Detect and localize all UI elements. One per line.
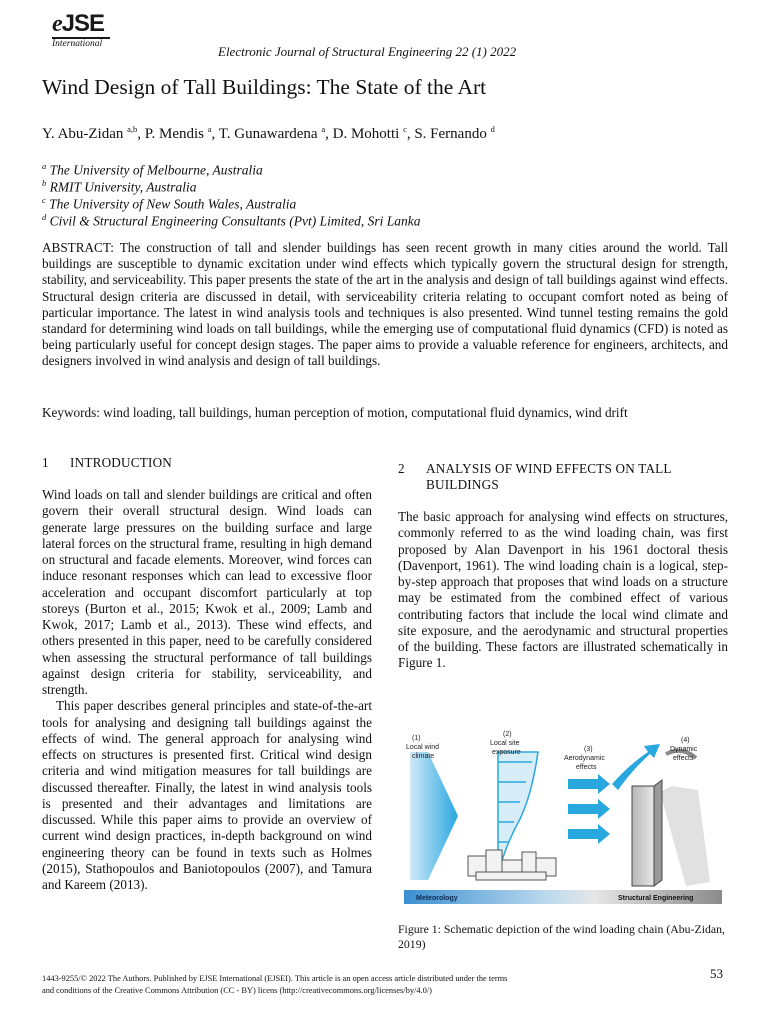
affiliation-text: The University of New South Wales, Australia [45,196,297,212]
introduction-body [42,487,372,893]
affiliation-text: The University of Melbourne, Australia [46,162,263,178]
author-sup: a,b [127,124,138,134]
author-sup: c [403,124,407,134]
label-4-line1: Dynamic [670,746,698,753]
page-number: 53 [710,966,723,981]
label-3-line1: Aerodynamic [564,755,605,762]
author-sep: , [325,126,333,142]
label-4-num: (4) [681,737,690,744]
journal-header: Electronic Journal of Structural Engineering 22 (1) 2022 [218,44,517,59]
author-sep: , [406,126,415,142]
label-2-num: (2) [503,731,512,738]
wind-loading-chain-figure [398,724,728,909]
affiliation [42,161,263,179]
author-list [42,124,495,143]
low-rise-buildings [468,850,556,880]
footer-line: 1443-9255/© 2022 The Authors. Published by EJSE International (EJSEI). This article is an open access article distributed under the terms [42,974,508,983]
band-meteorology: Meteorology [416,895,458,902]
affiliation-sup: a [42,161,47,171]
analysis-body [398,509,728,672]
author-name: S. Fernando [414,126,491,142]
label-1-num: (1) [412,735,421,742]
author-sep: , [137,126,145,142]
affiliation-text: Civil & Structural Engineering Consultants (Pvt) Limited, Sri Lanka [46,213,421,229]
author-sep: , [211,126,219,142]
author-name: P. Mendis [144,126,208,142]
building-sway [660,786,710,886]
affiliation-text: RMIT University, Australia [46,179,197,195]
affiliation-sup: d [42,212,47,222]
label-3-line2: effects [576,764,597,771]
section-title: INTRODUCTION [70,455,173,470]
footer-line: and conditions of the Creative Commons Attribution (CC - BY) licens (http://creativecommons.org/licenses/by/4.0/) [42,986,432,995]
paragraph: The basic approach for analysing wind effects on structures, commonly referred to as the wind loading chain, was first proposed by Alan Davenport in his 1961 doctoral thesis (Davenport, 1961). The wind loading chain is a logical, step-by-step approach that proposes that wind loads on a structure may be estimated from the combined effect of various contributing factors that include the local wind climate and site exposure, and the aerodynamic and structural properties of the building. These factors are illustrated schematically in Figure 1. [398,509,728,671]
affiliation-sup: c [42,195,46,205]
affiliation [42,212,421,230]
author-sup: d [490,124,495,134]
author-name: T. Gunawardena [218,126,322,142]
logo-e: e [52,11,62,37]
wind-climate-arrow [410,752,458,880]
paragraph: Wind loads on tall and slender buildings are critical and often govern their overall structural design. Wind loads can generate large pressures on the building surface and large lateral forces on the structural frame, resulting in high demand on structural and facade elements. Moreover, wind forces can induce resonant responses which can lead to excessive floor acceleration and occupant discomfort particularly at top storeys (Burton et al., 2015; Kwok et al., 2009; Lamb and Kwok, 2017; Lamb et al., 2013). These wind effects, and others presented in this paper, need to be carefully considered when assessing the structural performance of tall buildings against design criteria for stability, serviceability, and strength. [42,487,372,697]
logo-subtitle: International [52,39,103,49]
affiliation [42,178,197,196]
section-title: ANALYSIS OF WIND EFFECTS ON TALL [426,461,672,476]
license-footer [42,973,507,997]
affiliation [42,195,296,213]
logo-jse: JSE [61,10,105,37]
section-title-continued: BUILDINGS [426,477,499,492]
paragraph: This paper describes general principles and state-of-the-art tools for analysing and designing tall buildings against the effects of wind. The general approach for analysing wind effects on structures is presented first. Critical wind design criteria and wind mitigation measures for tall buildings are discussed thereafter. Finally, the latest in wind analysis tools is presented and their advantages and limitations are discussed. While this paper aims to provide an overview of current wind design practices, in-depth background on wind engineering theory can be found in texts such as Holmes (2015), Stathopoulos and Baniotopoulos (2007), and Tamura and Kareem (2013). [42,698,372,892]
section-heading-introduction [42,455,172,471]
tall-building [632,786,654,886]
logo-mark [52,12,122,36]
section-number: 2 [398,461,405,476]
section-number: 1 [42,455,49,470]
label-2-line2: exposure [492,749,521,756]
journal-logo [52,12,122,58]
label-1-line2: climate [412,753,435,760]
author-name: D. Mohotti [332,126,404,142]
label-3-num: (3) [584,746,593,753]
author-name: Y. Abu-Zidan [42,126,128,142]
label-2-line1: Local site [490,740,520,747]
label-4-line2: effects [673,755,694,762]
paper-title: Wind Design of Tall Buildings: The State of the Art [42,75,487,99]
label-1-line1: Local wind [406,744,440,751]
author-sup: a [321,124,326,134]
building-side [654,780,662,886]
section-heading-analysis [398,461,672,493]
keywords: Keywords: wind loading, tall buildings, human perception of motion, computational fluid dynamics, wind drift [42,405,628,420]
affiliation-sup: b [42,178,47,188]
author-sup: a [207,124,212,134]
band-structural-engineering: Structural Engineering [618,895,694,902]
abstract: ABSTRACT: The construction of tall and slender buildings has seen recent growth in many cities around the world. Tall buildings are susceptible to dynamic excitation under wind effects which typically govern the structural design for strength, stability, and serviceability. This paper presents the state of the art in the analysis and design of tall buildings against wind effects. Structural design criteria are discussed in detail, with serviceability criteria relating to occupant comfort noted as being of particular importance. The latest in wind analysis tools and techniques is also presented. Wind tunnel testing remains the gold standard for determining wind loads on tall buildings, while the emerging use of computational fluid dynamics (CFD) is noted as being particularly useful for concept design stages. The paper aims to provide a valuable reference for engineers, architects, and designers involved in wind analysis and design of tall buildings. [42,240,728,369]
figure-caption: Figure 1: Schematic depiction of the wind loading chain (Abu-Zidan, 2019) [398,922,725,951]
